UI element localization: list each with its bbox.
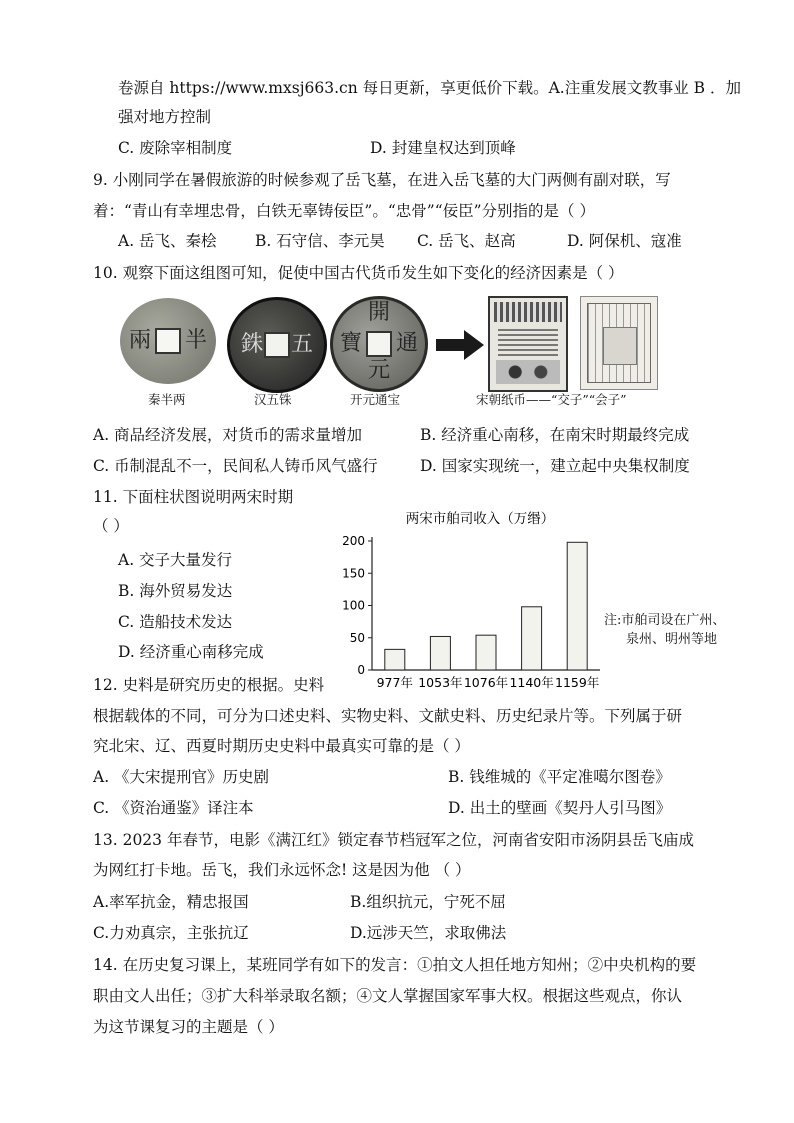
coin-char: 通 xyxy=(395,331,418,356)
x-tick-label: 1053年 xyxy=(418,675,463,690)
q10-option-c: C. 币制混乱不一，民间私人铸币风气盛行 xyxy=(93,457,378,475)
huizi-paper-money-image xyxy=(580,296,658,390)
q8-option-d: D. 封建皇权达到顶峰 xyxy=(370,139,516,157)
q12-stem-1: 12. 史料是研究历史的根据。史料 xyxy=(93,676,325,694)
q10-option-b: B. 经济重心南移，在南宋时期最终完成 xyxy=(420,426,690,444)
q12-stem-3: 究北宋、辽、西夏时期历史史料中最真实可靠的是（ ） xyxy=(93,737,470,755)
q11-option-c: C. 造船技术发达 xyxy=(118,613,233,631)
q13-option-b: B.组织抗元，宁死不屈 xyxy=(350,893,506,911)
x-tick-label: 977年 xyxy=(376,675,413,690)
chart-note-1: 注:市舶司设在广州、 xyxy=(604,613,726,628)
coin-caption-han: 汉五铢 xyxy=(254,392,292,407)
qin-banliang-coin-image xyxy=(120,298,216,384)
q9-option-b: B. 石守信、李元昊 xyxy=(255,232,385,250)
y-tick-label: 150 xyxy=(342,566,365,581)
q12-stem-2: 根据载体的不同，可分为口述史料、实物史料、文献史料、历史纪录片等。下列属于研 xyxy=(93,707,683,725)
coin-caption-qin: 秦半两 xyxy=(148,392,186,407)
bar-1053年 xyxy=(430,636,450,670)
kaiyuan-tongbao-coin-image xyxy=(330,296,428,392)
q9-option-c: C. 岳飞、赵高 xyxy=(417,232,516,250)
coin-char: 兩 xyxy=(128,328,151,353)
q12-option-c: C. 《资治通鉴》译注本 xyxy=(93,799,254,817)
bar-1159年 xyxy=(567,542,587,670)
bar-1076年 xyxy=(476,635,496,670)
coin-char: 銖 xyxy=(240,332,263,357)
q13-stem-1: 13. 2023 年春节，电影《满江红》锁定春节档冠军之位，河南省安阳市汤阴县岳飞庙成 xyxy=(93,831,694,849)
q13-option-d: D.远涉天竺，求取佛法 xyxy=(350,924,507,942)
header-line-1: 卷源自 https://www.mxsj663.cn 每日更新，享更低价下载。A.注重发展文教事业 B ．加 xyxy=(118,79,741,97)
bar-977年 xyxy=(385,649,405,670)
q9-stem-2: 着：“青山有幸埋忠骨，白铁无辜铸佞臣”。“忠骨”“佞臣”分别指的是（ ） xyxy=(93,202,595,220)
q12-option-d: D. 出土的壁画《契丹人引马图》 xyxy=(448,799,672,817)
q9-option-a: A. 岳飞、秦桧 xyxy=(118,232,217,250)
q11-stem-1: 11. 下面柱状图说明两宋时期 xyxy=(93,488,294,506)
y-tick-label: 100 xyxy=(342,598,365,613)
q13-option-a: A.率军抗金，精忠报国 xyxy=(93,893,249,911)
coin-char: 開 xyxy=(367,300,390,325)
bar-1140年 xyxy=(522,607,542,670)
q10-option-a: A. 商品经济发展，对货币的需求量增加 xyxy=(93,426,363,444)
x-tick-label: 1076年 xyxy=(463,675,509,690)
q12-option-b: B. 钱维城的《平定准噶尔图卷》 xyxy=(448,768,671,786)
q13-stem-2: 为网红打卡地。岳飞，我们永远怀念! 这是因为他 （ ） xyxy=(93,861,471,879)
q14-stem-2: 职由文人出任；③扩大科举录取名额；④文人掌握国家军事大权。根据这些观点，你认 xyxy=(93,987,683,1005)
x-tick-label: 1140年 xyxy=(509,675,554,690)
bar-chart xyxy=(330,505,620,700)
arrow-right-icon xyxy=(436,330,484,360)
x-tick-label: 1159年 xyxy=(555,675,600,690)
y-tick-label: 0 xyxy=(357,663,365,677)
q9-stem-1: 9. 小刚同学在暑假旅游的时候参观了岳飞墓，在进入岳飞墓的大门两侧有副对联，写 xyxy=(93,171,671,189)
q8-option-c: C. 废除宰相制度 xyxy=(118,139,233,157)
q11-stem-2: （ ） xyxy=(93,517,129,535)
q12-option-a: A. 《大宋提刑官》历史剧 xyxy=(93,768,270,786)
paper-money-caption: 宋朝纸币——“交子”“会子” xyxy=(476,392,627,407)
q10-option-d: D. 国家实现统一，建立起中央集权制度 xyxy=(420,457,690,475)
q11-option-d: D. 经济重心南移完成 xyxy=(118,643,264,661)
chart-note-2: 泉州、明州等地 xyxy=(626,632,718,647)
q14-stem-3: 为这节课复习的主题是（ ） xyxy=(93,1018,284,1036)
y-tick-label: 200 xyxy=(342,534,365,548)
jiaozi-paper-money-image xyxy=(488,296,568,392)
coin-char: 元 xyxy=(367,358,390,383)
header-line-2: 强对地方控制 xyxy=(118,108,212,126)
y-tick-label: 50 xyxy=(349,630,365,645)
q10-stem: 10. 观察下面这组图可知，促使中国古代货币发生如下变化的经济因素是（ ） xyxy=(93,264,624,282)
chart-title: 两宋市舶司收入（万缗） xyxy=(405,511,555,527)
coin-char: 寶 xyxy=(339,331,362,356)
q14-stem-1: 14. 在历史复习课上，某班同学有如下的发言：①拍文人担任地方知州；②中央机构的要 xyxy=(93,956,697,974)
q11-option-b: B. 海外贸易发达 xyxy=(118,582,233,600)
han-wuzhu-coin-image xyxy=(227,297,327,393)
coin-char: 五 xyxy=(290,332,313,357)
coin-char: 半 xyxy=(184,328,207,353)
q11-option-a: A. 交子大量发行 xyxy=(118,551,233,569)
q13-option-c: C.力劝真宗，主张抗辽 xyxy=(93,924,249,942)
q9-option-d: D. 阿保机、寇准 xyxy=(567,232,682,250)
coin-caption-kaiyuan: 开元通宝 xyxy=(350,392,401,407)
